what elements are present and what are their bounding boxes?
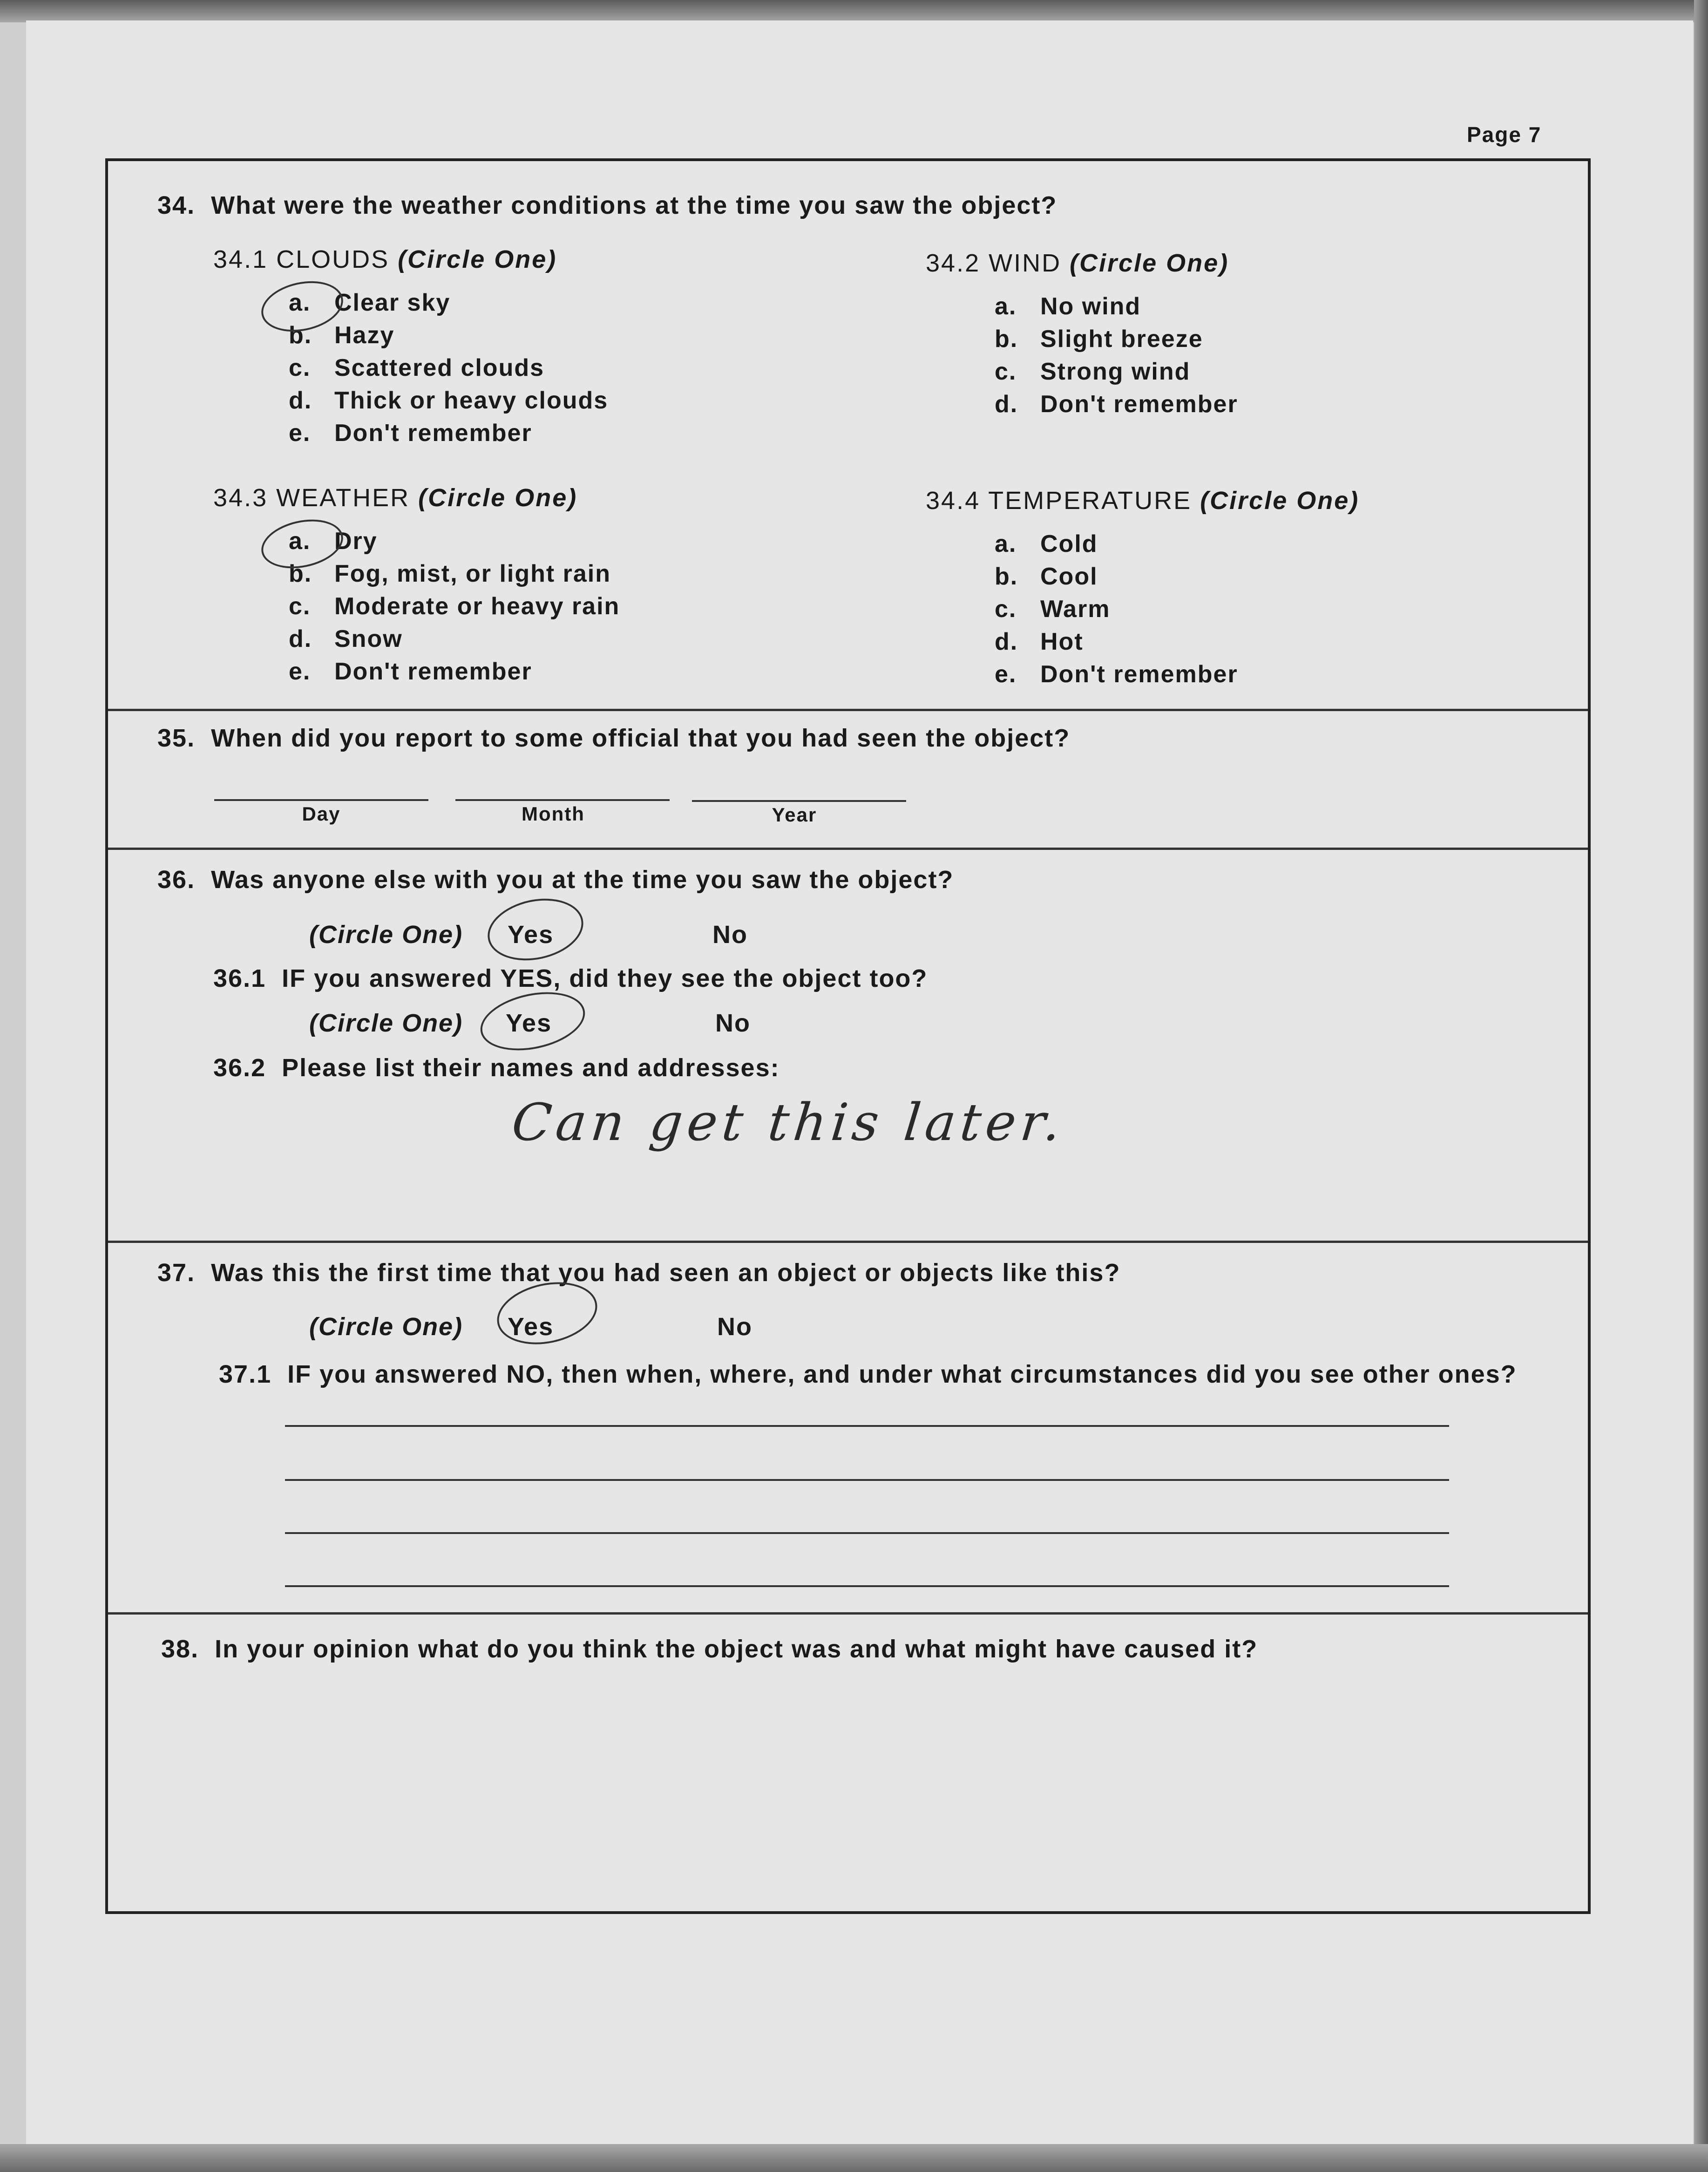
q36-2-question [213,1053,780,1082]
q34-number: 34. [157,191,196,219]
temperature-option-c[interactable]: c. Warm [995,596,1111,623]
q36-1-yes-option[interactable]: Yes [506,1009,552,1037]
weather-option-a[interactable]: a. Dry [289,528,378,555]
q36-yes-option[interactable]: Yes [508,921,554,949]
scan-edge-top [0,0,1708,22]
q36-2-text: Please list their names and addresses: [282,1054,780,1082]
clouds-heading [213,245,557,274]
clouds-option-b[interactable]: b. Hazy [289,322,395,349]
q36-1-circle-one: (Circle One) [309,1009,463,1037]
wind-title: WIND [989,249,1062,277]
q37-1-answer-line-1[interactable] [285,1425,1449,1427]
q37-1-answer-line-3[interactable] [285,1532,1449,1534]
scan-edge-right [1694,0,1708,2172]
scan-edge-bottom [0,2144,1708,2172]
wind-option-d[interactable]: d. Don't remember [995,391,1238,418]
weather-option-b[interactable]: b. Fog, mist, or light rain [289,560,611,587]
q36-question [157,865,954,894]
weather-heading [213,483,577,512]
q36-2-number: 36.2 [213,1054,266,1082]
wind-instruction: (Circle One) [1070,249,1229,277]
wind-option-a[interactable]: a. No wind [995,293,1141,320]
temperature-option-a[interactable]: a. Cold [995,530,1098,557]
q37-1-answer-line-4[interactable] [285,1585,1449,1587]
temperature-title: TEMPERATURE [988,487,1192,515]
weather-option-c[interactable]: c. Moderate or heavy rain [289,593,620,620]
q36-no-option[interactable]: No [712,921,748,949]
q37-1-question [219,1360,1517,1389]
weather-title: WEATHER [276,484,410,512]
q34-question [157,191,1057,220]
month-label: Month [522,803,585,825]
q35-question [157,724,1070,753]
wind-number: 34.2 [926,249,981,277]
day-label: Day [302,803,341,825]
month-field[interactable] [455,799,670,801]
q37-text: Was this the first time that you had seen an object or objects like this? [211,1259,1121,1287]
clouds-title: CLOUDS [276,245,390,273]
q37-circle-one: (Circle One) [309,1313,463,1341]
page-number: Page 7 [1467,122,1542,147]
q37-no-option[interactable]: No [717,1313,752,1341]
q35-text: When did you report to some official that you had seen the object? [211,724,1071,752]
clouds-option-e[interactable]: e. Don't remember [289,420,532,447]
temperature-heading [926,486,1359,515]
q38-number: 38. [161,1635,199,1663]
weather-number: 34.3 [213,484,268,512]
q36-text: Was anyone else with you at the time you saw the object? [211,866,954,894]
q37-question [157,1258,1120,1287]
q38-question [161,1635,1258,1663]
q35-number: 35. [157,724,196,752]
wind-option-b[interactable]: b. Slight breeze [995,326,1203,353]
temperature-instruction: (Circle One) [1200,487,1360,515]
q38-text: In your opinion what do you think the object was and what might have caused it? [215,1635,1258,1663]
divider-37-38 [108,1612,1588,1615]
weather-instruction: (Circle One) [418,484,578,512]
divider-36-37 [108,1241,1588,1243]
wind-heading [926,249,1229,278]
handwritten-answer-36-2: Can get this later. [509,1093,1069,1152]
temperature-option-d[interactable]: d. Hot [995,628,1084,655]
weather-option-e[interactable]: e. Don't remember [289,658,532,685]
temperature-number: 34.4 [926,487,981,515]
q34-text: What were the weather conditions at the time you saw the object? [211,191,1057,219]
clouds-option-c[interactable]: c. Scattered clouds [289,354,545,381]
wind-option-c[interactable]: c. Strong wind [995,358,1191,385]
temperature-option-b[interactable]: b. Cool [995,563,1098,590]
q37-1-answer-line-2[interactable] [285,1479,1449,1481]
q36-1-no-option[interactable]: No [715,1009,751,1037]
year-label: Year [772,804,817,826]
clouds-option-a[interactable]: a. Clear sky [289,289,451,316]
q36-number: 36. [157,866,196,894]
q36-1-number: 36.1 [213,964,266,992]
q36-1-question [213,964,928,993]
clouds-option-d[interactable]: d. Thick or heavy clouds [289,387,609,414]
weather-option-d[interactable]: d. Snow [289,625,403,652]
divider-35-36 [108,848,1588,850]
clouds-instruction: (Circle One) [398,245,557,273]
q38-answer-area[interactable] [121,1677,1574,1900]
divider-34-35 [108,709,1588,711]
clouds-number: 34.1 [213,245,268,273]
q37-1-text: IF you answered NO, then when, where, and under what circumstances did you see other ones? [287,1360,1517,1388]
year-field[interactable] [692,800,906,802]
q36-1-text: IF you answered YES, did they see the object too? [282,964,928,992]
day-field[interactable] [214,799,428,801]
q37-yes-option[interactable]: Yes [508,1313,554,1341]
q36-circle-one: (Circle One) [309,921,463,949]
q37-number: 37. [157,1259,196,1287]
temperature-option-e[interactable]: e. Don't remember [995,661,1238,688]
q37-1-number: 37.1 [219,1360,272,1388]
